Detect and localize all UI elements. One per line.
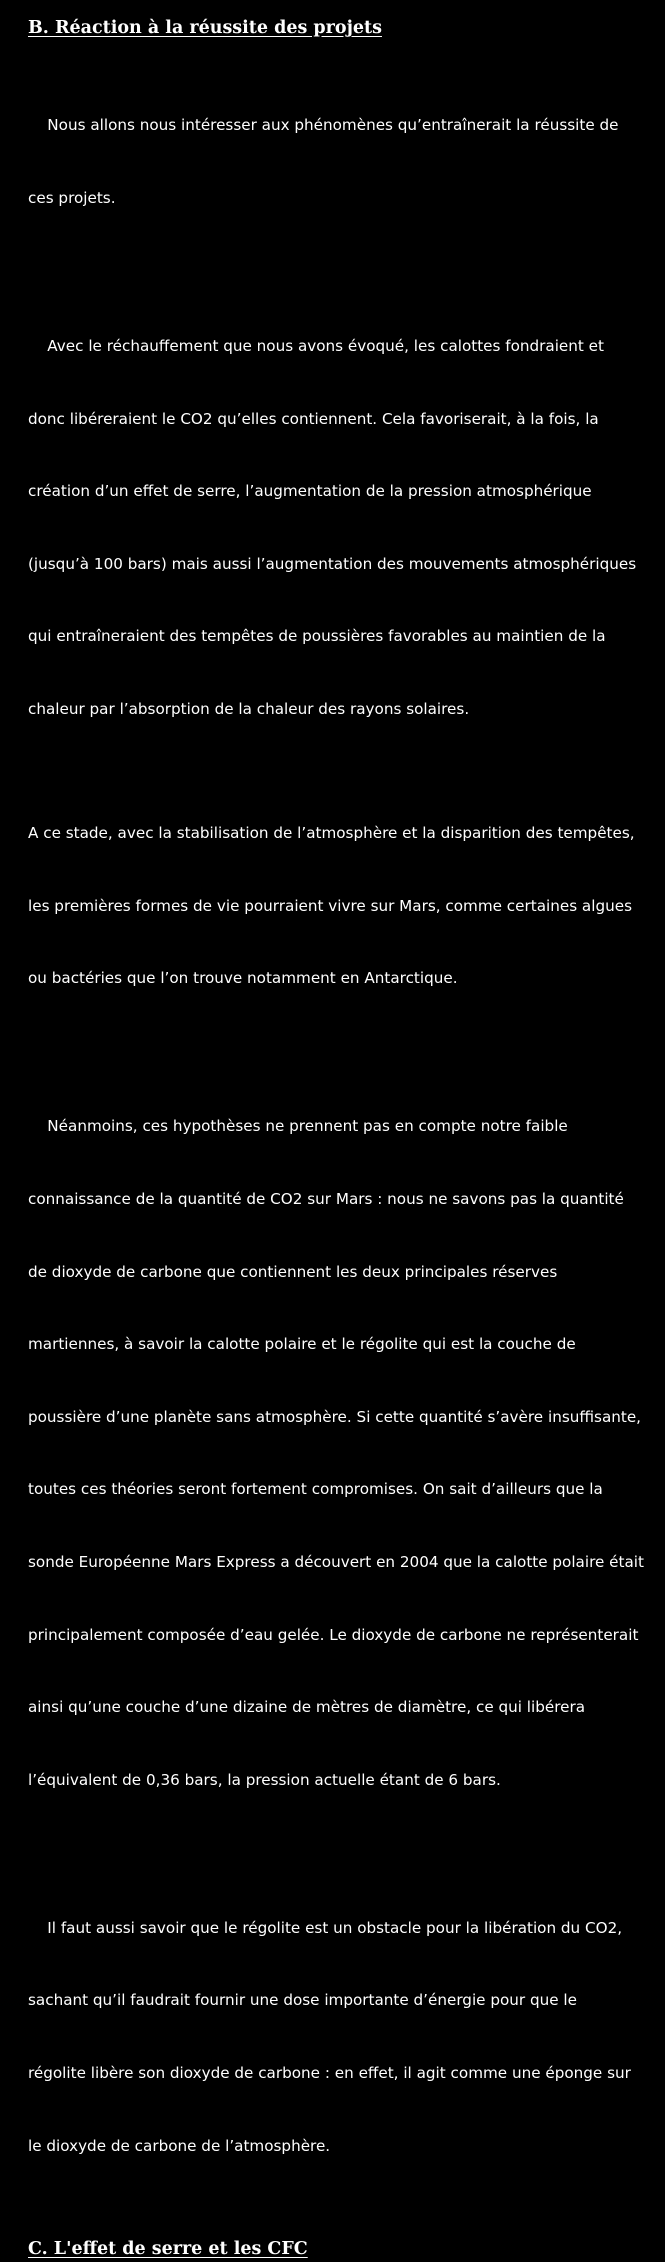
- text-line: qui entraîneraient des tempêtes de poussières favorables au maintien de la: [28, 627, 606, 646]
- section-b-heading: B. Réaction à la réussite des projets: [28, 18, 382, 38]
- text-line: (jusqu’à 100 bars) mais aussi l’augmentation des mouvements atmosphériques: [28, 554, 637, 573]
- paragraph-regolith: [28, 1867, 646, 2206]
- text-line: le dioxyde de carbone de l’atmosphère.: [28, 2136, 331, 2155]
- text-line: régolite libère son dioxyde de carbone : en effet, il agit comme une éponge sur: [28, 2064, 631, 2083]
- text-line: les premières formes de vie pourraient vivre sur Mars, comme certaines algues: [28, 896, 632, 915]
- text-line: ces projets.: [28, 189, 116, 208]
- text-line: principalement composée d’eau gelée. Le dioxyde de carbone ne représenterait: [28, 1625, 639, 1644]
- text-line: création d’un effet de serre, l’augmentation de la pression atmosphérique: [28, 482, 592, 501]
- paragraph-first-life: [28, 773, 646, 1039]
- text-line: ainsi qu’une couche d’une dizaine de mètres de diamètre, ce qui libérera: [28, 1698, 586, 1717]
- text-line: connaissance de la quantité de CO2 sur Mars : nous ne savons pas la quantité: [28, 1189, 624, 1208]
- paragraph-intro: [28, 65, 646, 259]
- text-line: Il faut aussi savoir que le régolite est un obstacle pour la libération du CO2,: [28, 1918, 623, 1937]
- document-body: [28, 15, 646, 2262]
- text-line: Avec le réchauffement que nous avons évoqué, les calottes fondraient et: [28, 337, 604, 356]
- section-c-heading: C. L'effet de serre et les CFC: [28, 2239, 308, 2260]
- text-line: Néanmoins, ces hypothèses ne prennent pas en compte notre faible: [28, 1117, 568, 1136]
- text-line: Nous allons nous intéresser aux phénomènes qu’entraînerait la réussite de: [28, 116, 619, 135]
- text-line: chaleur par l’absorption de la chaleur des rayons solaires.: [28, 700, 470, 719]
- text-line: martiennes, à savoir la calotte polaire et le régolite qui est la couche de: [28, 1335, 576, 1354]
- paragraph-hypotheses: [28, 1066, 646, 1841]
- text-line: sonde Européenne Mars Express a découvert en 2004 que la calotte polaire était: [28, 1552, 644, 1571]
- text-line: toutes ces théories seront fortement compromises. On sait d’ailleurs que la: [28, 1480, 603, 1499]
- text-line: l’équivalent de 0,36 bars, la pression actuelle étant de 6 bars.: [28, 1770, 501, 1789]
- text-line: ou bactéries que l’on trouve notamment en Antarctique.: [28, 969, 458, 988]
- text-line: de dioxyde de carbone que contiennent les deux principales réserves: [28, 1262, 558, 1281]
- text-line: A ce stade, avec la stabilisation de l’atmosphère et la disparition des tempêtes,: [28, 824, 635, 843]
- text-line: sachant qu’il faudrait fournir une dose importante d’énergie pour que le: [28, 1991, 577, 2010]
- text-line: donc libéreraient le CO2 qu’elles contiennent. Cela favoriserait, à la fois, la: [28, 409, 599, 428]
- text-line: poussière d’une planète sans atmosphère. Si cette quantité s’avère insuffisante,: [28, 1407, 642, 1426]
- paragraph-warming: [28, 286, 646, 770]
